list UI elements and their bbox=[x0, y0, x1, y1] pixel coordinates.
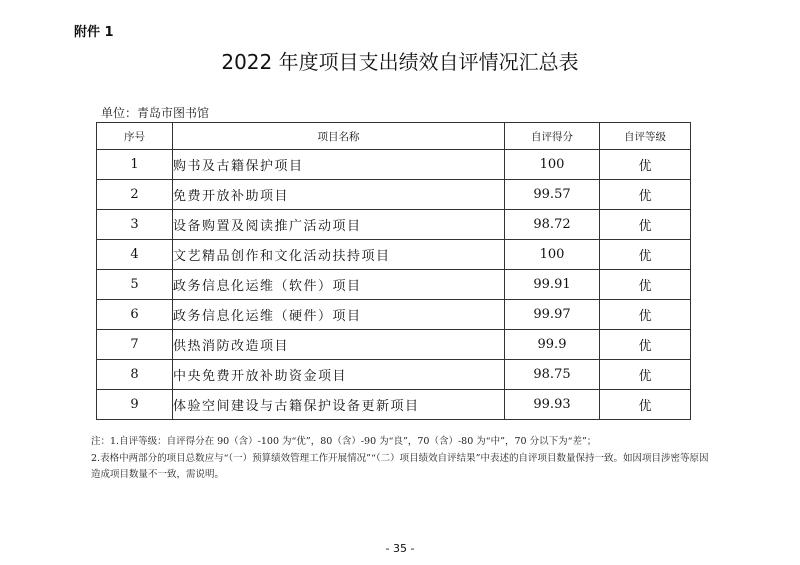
cell-score: 100 bbox=[505, 240, 600, 270]
cell-project-name: 免费开放补助项目 bbox=[173, 180, 505, 210]
table-row bbox=[97, 330, 691, 360]
column-header-index: 序号 bbox=[97, 123, 173, 150]
cell-score: 99.9 bbox=[505, 330, 600, 360]
cell-project-name: 体验空间建设与古籍保护设备更新项目 bbox=[173, 390, 505, 420]
cell-grade: 优 bbox=[600, 360, 691, 390]
page-title: 2022 年度项目支出绩效自评情况汇总表 bbox=[221, 50, 579, 74]
cell-score: 100 bbox=[505, 150, 600, 180]
cell-grade: 优 bbox=[600, 210, 691, 240]
table-row bbox=[97, 390, 691, 420]
table-row bbox=[97, 360, 691, 390]
cell-score: 98.75 bbox=[505, 360, 600, 390]
table-notes bbox=[91, 434, 716, 484]
cell-index: 9 bbox=[97, 390, 173, 420]
column-header-grade: 自评等级 bbox=[600, 123, 691, 150]
cell-score: 98.72 bbox=[505, 210, 600, 240]
cell-project-name: 中央免费开放补助资金项目 bbox=[173, 360, 505, 390]
cell-grade: 优 bbox=[600, 330, 691, 360]
cell-index: 5 bbox=[97, 270, 173, 300]
cell-index: 2 bbox=[97, 180, 173, 210]
column-header-score: 自评得分 bbox=[505, 123, 600, 150]
table-row bbox=[97, 150, 691, 180]
cell-project-name: 设备购置及阅读推广活动项目 bbox=[173, 210, 505, 240]
cell-project-name: 购书及古籍保护项目 bbox=[173, 150, 505, 180]
cell-score: 99.57 bbox=[505, 180, 600, 210]
cell-grade: 优 bbox=[600, 390, 691, 420]
cell-project-name: 政务信息化运维（软件）项目 bbox=[173, 270, 505, 300]
unit-label: 单位：青岛市图书馆 bbox=[101, 106, 210, 120]
table-row bbox=[97, 240, 691, 270]
note-line-2: 2.表格中两部分的项目总数应与“（一）预算绩效管理工作开展情况”“（二）项目绩效自评结果”中表述的自评项目数量保持一致。如因项目涉密等原因造成项目数量不一致，需说明。 bbox=[91, 452, 709, 480]
column-header-name: 项目名称 bbox=[173, 123, 505, 150]
cell-score: 99.93 bbox=[505, 390, 600, 420]
cell-score: 99.97 bbox=[505, 300, 600, 330]
cell-project-name: 文艺精品创作和文化活动扶持项目 bbox=[173, 240, 505, 270]
cell-grade: 优 bbox=[600, 270, 691, 300]
attachment-label: 附件 1 bbox=[74, 25, 114, 40]
cell-index: 7 bbox=[97, 330, 173, 360]
cell-project-name: 政务信息化运维（硬件）项目 bbox=[173, 300, 505, 330]
cell-index: 3 bbox=[97, 210, 173, 240]
cell-grade: 优 bbox=[600, 300, 691, 330]
cell-score: 99.91 bbox=[505, 270, 600, 300]
note-line-1: 注：1.自评等级：自评得分在 90（含）-100 为“优”，80（含）-90 为“良”，70（含）-80 为“中”，70 分以下为“差”； bbox=[91, 436, 597, 447]
cell-index: 8 bbox=[97, 360, 173, 390]
cell-project-name: 供热消防改造项目 bbox=[173, 330, 505, 360]
cell-index: 1 bbox=[97, 150, 173, 180]
evaluation-summary-table bbox=[96, 122, 691, 420]
cell-grade: 优 bbox=[600, 240, 691, 270]
cell-grade: 优 bbox=[600, 180, 691, 210]
table-row bbox=[97, 180, 691, 210]
cell-index: 4 bbox=[97, 240, 173, 270]
table-row bbox=[97, 300, 691, 330]
table-header-row bbox=[97, 123, 691, 150]
table-row bbox=[97, 210, 691, 240]
page-number: - 35 - bbox=[385, 542, 415, 555]
cell-index: 6 bbox=[97, 300, 173, 330]
table-row bbox=[97, 270, 691, 300]
cell-grade: 优 bbox=[600, 150, 691, 180]
